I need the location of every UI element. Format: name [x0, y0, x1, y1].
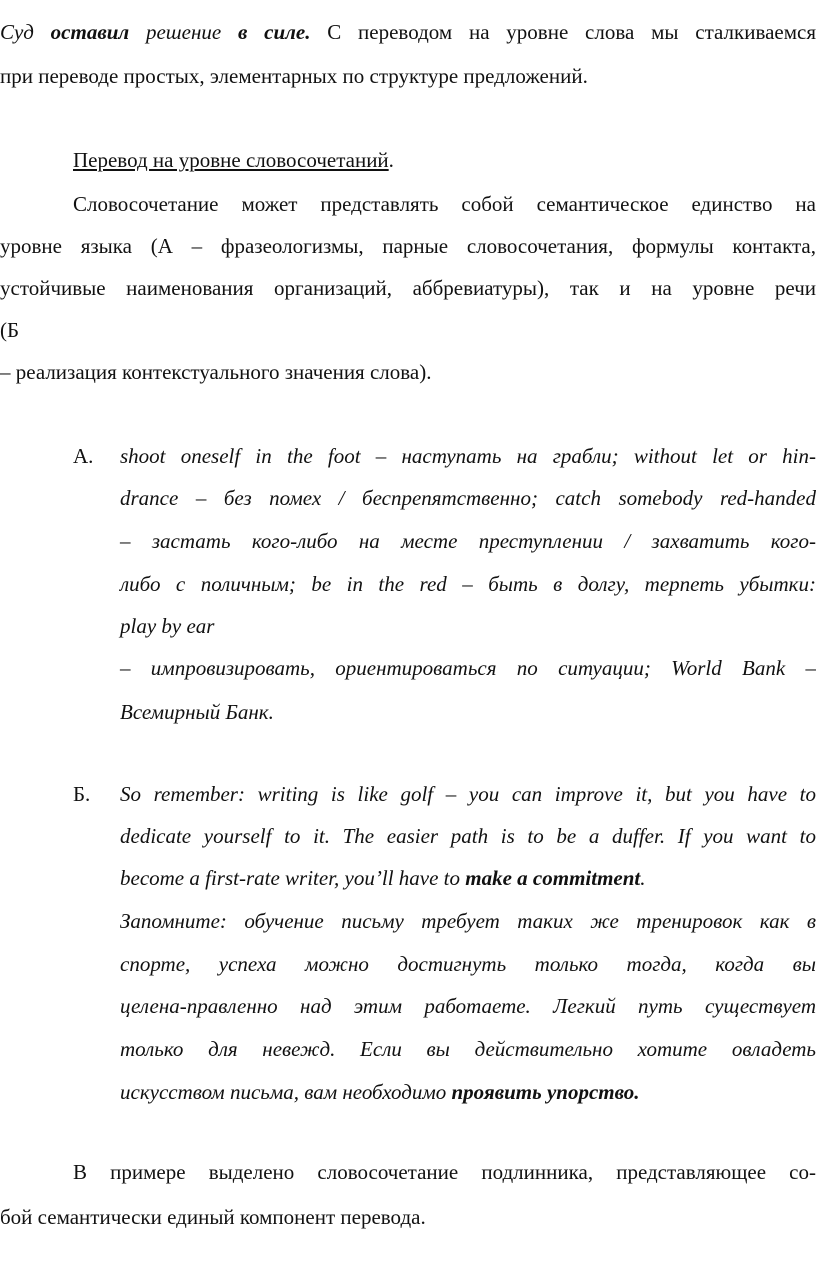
regular-text: С переводом на уровне слова мы сталкиваемся	[310, 20, 816, 44]
italic-text: Суд	[0, 20, 51, 44]
italic-text: .	[640, 866, 646, 890]
italic-text: become a first-rate writer, you’ll have to	[120, 866, 466, 890]
list-b-line-1: So remember: writing is like golf – you can improve it, but you have to	[120, 782, 816, 806]
paragraph-2-line-2: уровне языка (А – фразеологизмы, парные словосочетания, формулы контакта,	[0, 234, 816, 258]
list-b-line-4: Запомните: обучение письму требует таких же тренировок как в	[120, 909, 816, 933]
bold-italic-text: в силе.	[237, 20, 311, 44]
list-a-line-7: Всемирный Банк.	[120, 700, 274, 724]
paragraph-2-line-4: (Б	[0, 318, 20, 342]
paragraph-2-line-3: устойчивые наименования организаций, аббревиатуры), так и на уровне речи	[0, 276, 816, 300]
paragraph-2-line-1: Словосочетание может представлять собой семантическое единство на	[73, 192, 816, 216]
bold-italic-text: оставил	[50, 20, 130, 44]
paragraph-3-line-1: В примере выделено словосочетание подлинника, представляющее со-	[73, 1160, 816, 1184]
list-a-line-1: shoot oneself in the foot – наступать на грабли; without let or hin-	[120, 444, 816, 468]
paragraph-1-line-2: при переводе простых, элементарных по структуре предложений.	[0, 64, 588, 88]
list-b-line-7: только для невежд. Если вы действительно хотите овладеть	[120, 1037, 816, 1061]
italic-text: решение	[129, 20, 238, 44]
list-b-line-2: dedicate yourself to it. The easier path is to be a duffer. If you want to	[120, 824, 816, 848]
list-label-b: Б.	[73, 782, 91, 806]
list-a-line-6: – импровизировать, ориентироваться по ситуации; World Bank –	[120, 656, 816, 680]
paragraph-1-line-1	[0, 17, 816, 47]
list-b-line-5: спорте, успеха можно достигнуть только тогда, когда вы	[120, 952, 816, 976]
bold-phrase: проявить упорство.	[451, 1080, 640, 1104]
list-a-line-5: play by ear	[120, 614, 215, 638]
list-label-a: А.	[73, 444, 94, 468]
list-a-line-2: drance – без помех / беспрепятственно; catch somebody red-handed	[120, 486, 816, 510]
list-a-line-3: – застать кого-либо на месте преступлении / захватить кого-	[120, 529, 816, 553]
list-b-line-3	[120, 863, 816, 893]
section-heading	[73, 145, 816, 175]
heading-period: .	[388, 148, 394, 172]
list-b-line-6: целена-правленно над этим работаете. Легкий путь существует	[120, 994, 816, 1018]
bold-phrase: make a commitment	[465, 866, 641, 890]
italic-text: искусством письма, вам необходимо	[120, 1080, 452, 1104]
list-b-line-8	[120, 1077, 816, 1107]
paragraph-2-line-5: – реализация контекстуального значения слова).	[0, 360, 432, 384]
heading-text: Перевод на уровне словосочетаний	[73, 148, 389, 172]
paragraph-3-line-2: бой семантически единый компонент перевода.	[0, 1205, 426, 1229]
list-a-line-4: либо с поличным; be in the red – быть в долгу, терпеть убытки:	[120, 572, 816, 596]
